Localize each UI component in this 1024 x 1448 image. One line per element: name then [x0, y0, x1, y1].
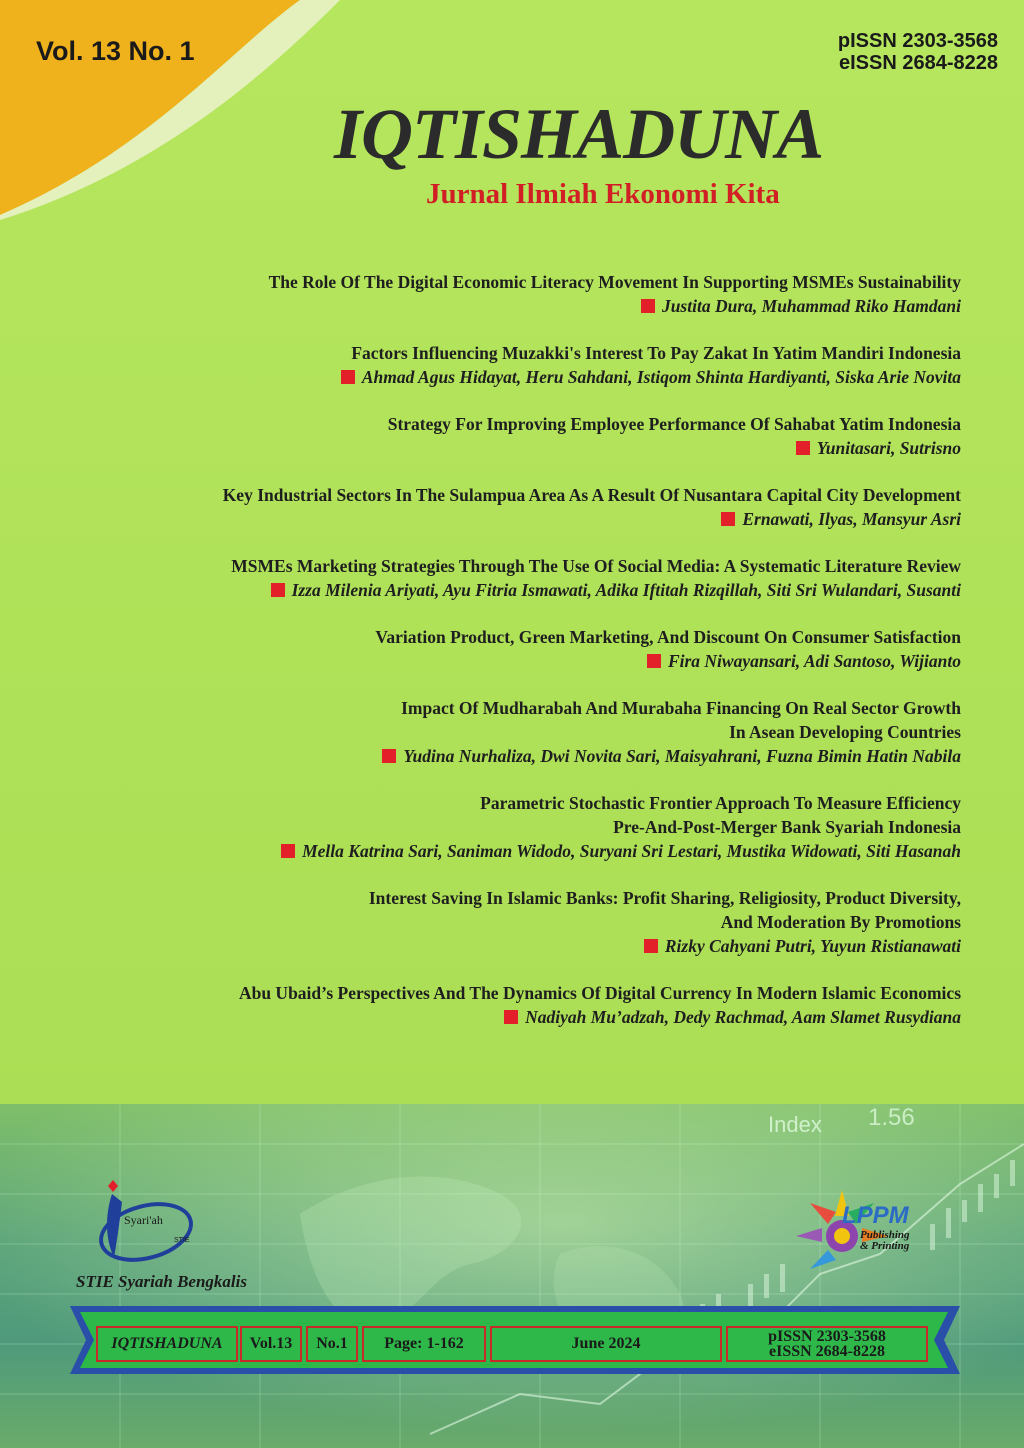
corner-decoration: [0, 0, 340, 220]
article-authors: [60, 294, 961, 318]
article-authors: [60, 1005, 961, 1029]
article-item: [60, 483, 961, 531]
stie-name: STIE Syariah Bengkalis: [76, 1272, 247, 1291]
article-title: The Role Of The Digital Economic Literacy Movement In Supporting MSMEs Sustainability: [268, 272, 961, 292]
article-item: [60, 886, 961, 958]
article-item: [60, 412, 961, 460]
journal-subtitle: Jurnal Ilmiah Ekonomi Kita: [426, 178, 780, 210]
stie-sub-text: STIE: [174, 1237, 190, 1244]
bullet-square-icon: [796, 441, 810, 455]
article-item: [60, 554, 961, 602]
bullet-square-icon: [644, 939, 658, 953]
article-authors: [60, 649, 961, 673]
article-title: Strategy For Improving Employee Performance Of Sahabat Yatim Indonesia: [387, 414, 961, 434]
bullet-square-icon: [341, 370, 355, 384]
authors-text: Fira Niwayansari, Adi Santoso, Wijianto: [667, 651, 961, 671]
authors-text: Nadiyah Mu’adzah, Dedy Rachmad, Aam Slamet Rusydiana: [525, 1007, 961, 1027]
journal-title: IQTISHADUNA: [334, 94, 824, 174]
volume-label: Vol. 13 No. 1: [36, 36, 195, 66]
article-title: Interest Saving In Islamic Banks: Profit Sharing, Religiosity, Product Diversity,: [368, 888, 961, 908]
article-title-line2: And Moderation By Promotions: [720, 912, 961, 932]
article-authors: [60, 744, 961, 768]
article-item: [60, 625, 961, 673]
authors-text: Mella Katrina Sari, Saniman Widodo, Suryani Sri Lestari, Mustika Widowati, Siti Hasanah: [302, 841, 961, 861]
issn-block: [838, 30, 998, 74]
eissn-label: eISSN 2684-8228: [838, 52, 998, 74]
article-list: [60, 270, 961, 1052]
authors-text: Izza Milenia Ariyati, Ayu Fitria Ismawati, Adika Iftitah Rizqillah, Siti Sri Wulandari, Susanti: [291, 580, 961, 600]
footer-volume-cell: Vol.13: [240, 1326, 302, 1362]
bullet-square-icon: [382, 749, 396, 763]
footer-number-cell: No.1: [306, 1326, 358, 1362]
lppm-subtitle: [860, 1230, 910, 1252]
article-title: MSMEs Marketing Strategies Through The Use Of Social Media: A Systematic Literature Review: [231, 556, 961, 576]
article-item: [60, 270, 961, 318]
stie-mark-text: Syari'ah: [124, 1213, 163, 1227]
bullet-square-icon: [281, 844, 295, 858]
footer-journal-cell: IQTISHADUNA: [96, 1326, 238, 1362]
article-authors: [60, 365, 961, 389]
article-item: [60, 791, 961, 863]
article-authors: [60, 839, 961, 863]
index-value: 1.56: [868, 1104, 915, 1131]
article-item: [60, 981, 961, 1029]
article-item: [60, 696, 961, 768]
lppm-name: LPPM: [842, 1202, 909, 1229]
article-item: [60, 341, 961, 389]
article-title: Abu Ubaid’s Perspectives And The Dynamics Of Digital Currency In Modern Islamic Economics: [238, 983, 961, 1003]
authors-text: Ahmad Agus Hidayat, Heru Sahdani, Istiqom Shinta Hardiyanti, Siska Arie Novita: [361, 367, 961, 387]
footer-graphic: [0, 1104, 1024, 1448]
authors-text: Yudina Nurhaliza, Dwi Novita Sari, Maisyahrani, Fuzna Bimin Hatin Nabila: [403, 746, 961, 766]
article-title-line2: Pre-And-Post-Merger Bank Syariah Indonesia: [613, 817, 961, 837]
footer-issn-cell: [726, 1326, 928, 1362]
authors-text: Ernawati, Ilyas, Mansyur Asri: [742, 509, 961, 529]
article-title: Variation Product, Green Marketing, And Discount On Consumer Satisfaction: [375, 627, 961, 647]
article-title-line2: In Asean Developing Countries: [729, 722, 961, 742]
article-authors: [60, 436, 961, 460]
article-authors: [60, 507, 961, 531]
lppm-sub-line1: Publishing: [860, 1229, 910, 1241]
pissn-label: pISSN 2303-3568: [837, 30, 998, 52]
footer-eissn: eISSN 2684-8228: [768, 1343, 885, 1360]
bullet-square-icon: [504, 1010, 518, 1024]
bullet-square-icon: [271, 583, 285, 597]
article-title: Key Industrial Sectors In The Sulampua Area As A Result Of Nusantara Capital City Development: [222, 485, 961, 505]
bullet-square-icon: [647, 654, 661, 668]
footer-date-cell: June 2024: [490, 1326, 722, 1362]
lppm-sub-line2: & Printing: [860, 1240, 910, 1252]
article-authors: [60, 934, 961, 958]
authors-text: Yunitasari, Sutrisno: [816, 438, 961, 458]
article-title: Parametric Stochastic Frontier Approach To Measure Efficiency: [480, 793, 961, 813]
footer-pages-cell: Page: 1-162: [362, 1326, 486, 1362]
article-title: Impact Of Mudharabah And Murabaha Financing On Real Sector Growth: [401, 698, 961, 718]
bullet-square-icon: [641, 299, 655, 313]
stie-logo-icon: [86, 1172, 206, 1272]
index-label: Index: [768, 1112, 822, 1137]
article-authors: [60, 578, 961, 602]
bullet-square-icon: [721, 512, 735, 526]
authors-text: Justita Dura, Muhammad Riko Hamdani: [661, 296, 961, 316]
article-title: Factors Influencing Muzakki's Interest To Pay Zakat In Yatim Mandiri Indonesia: [351, 343, 961, 363]
footer-pissn: pISSN 2303-3568: [768, 1328, 886, 1345]
authors-text: Rizky Cahyani Putri, Yuyun Ristianawati: [664, 936, 961, 956]
